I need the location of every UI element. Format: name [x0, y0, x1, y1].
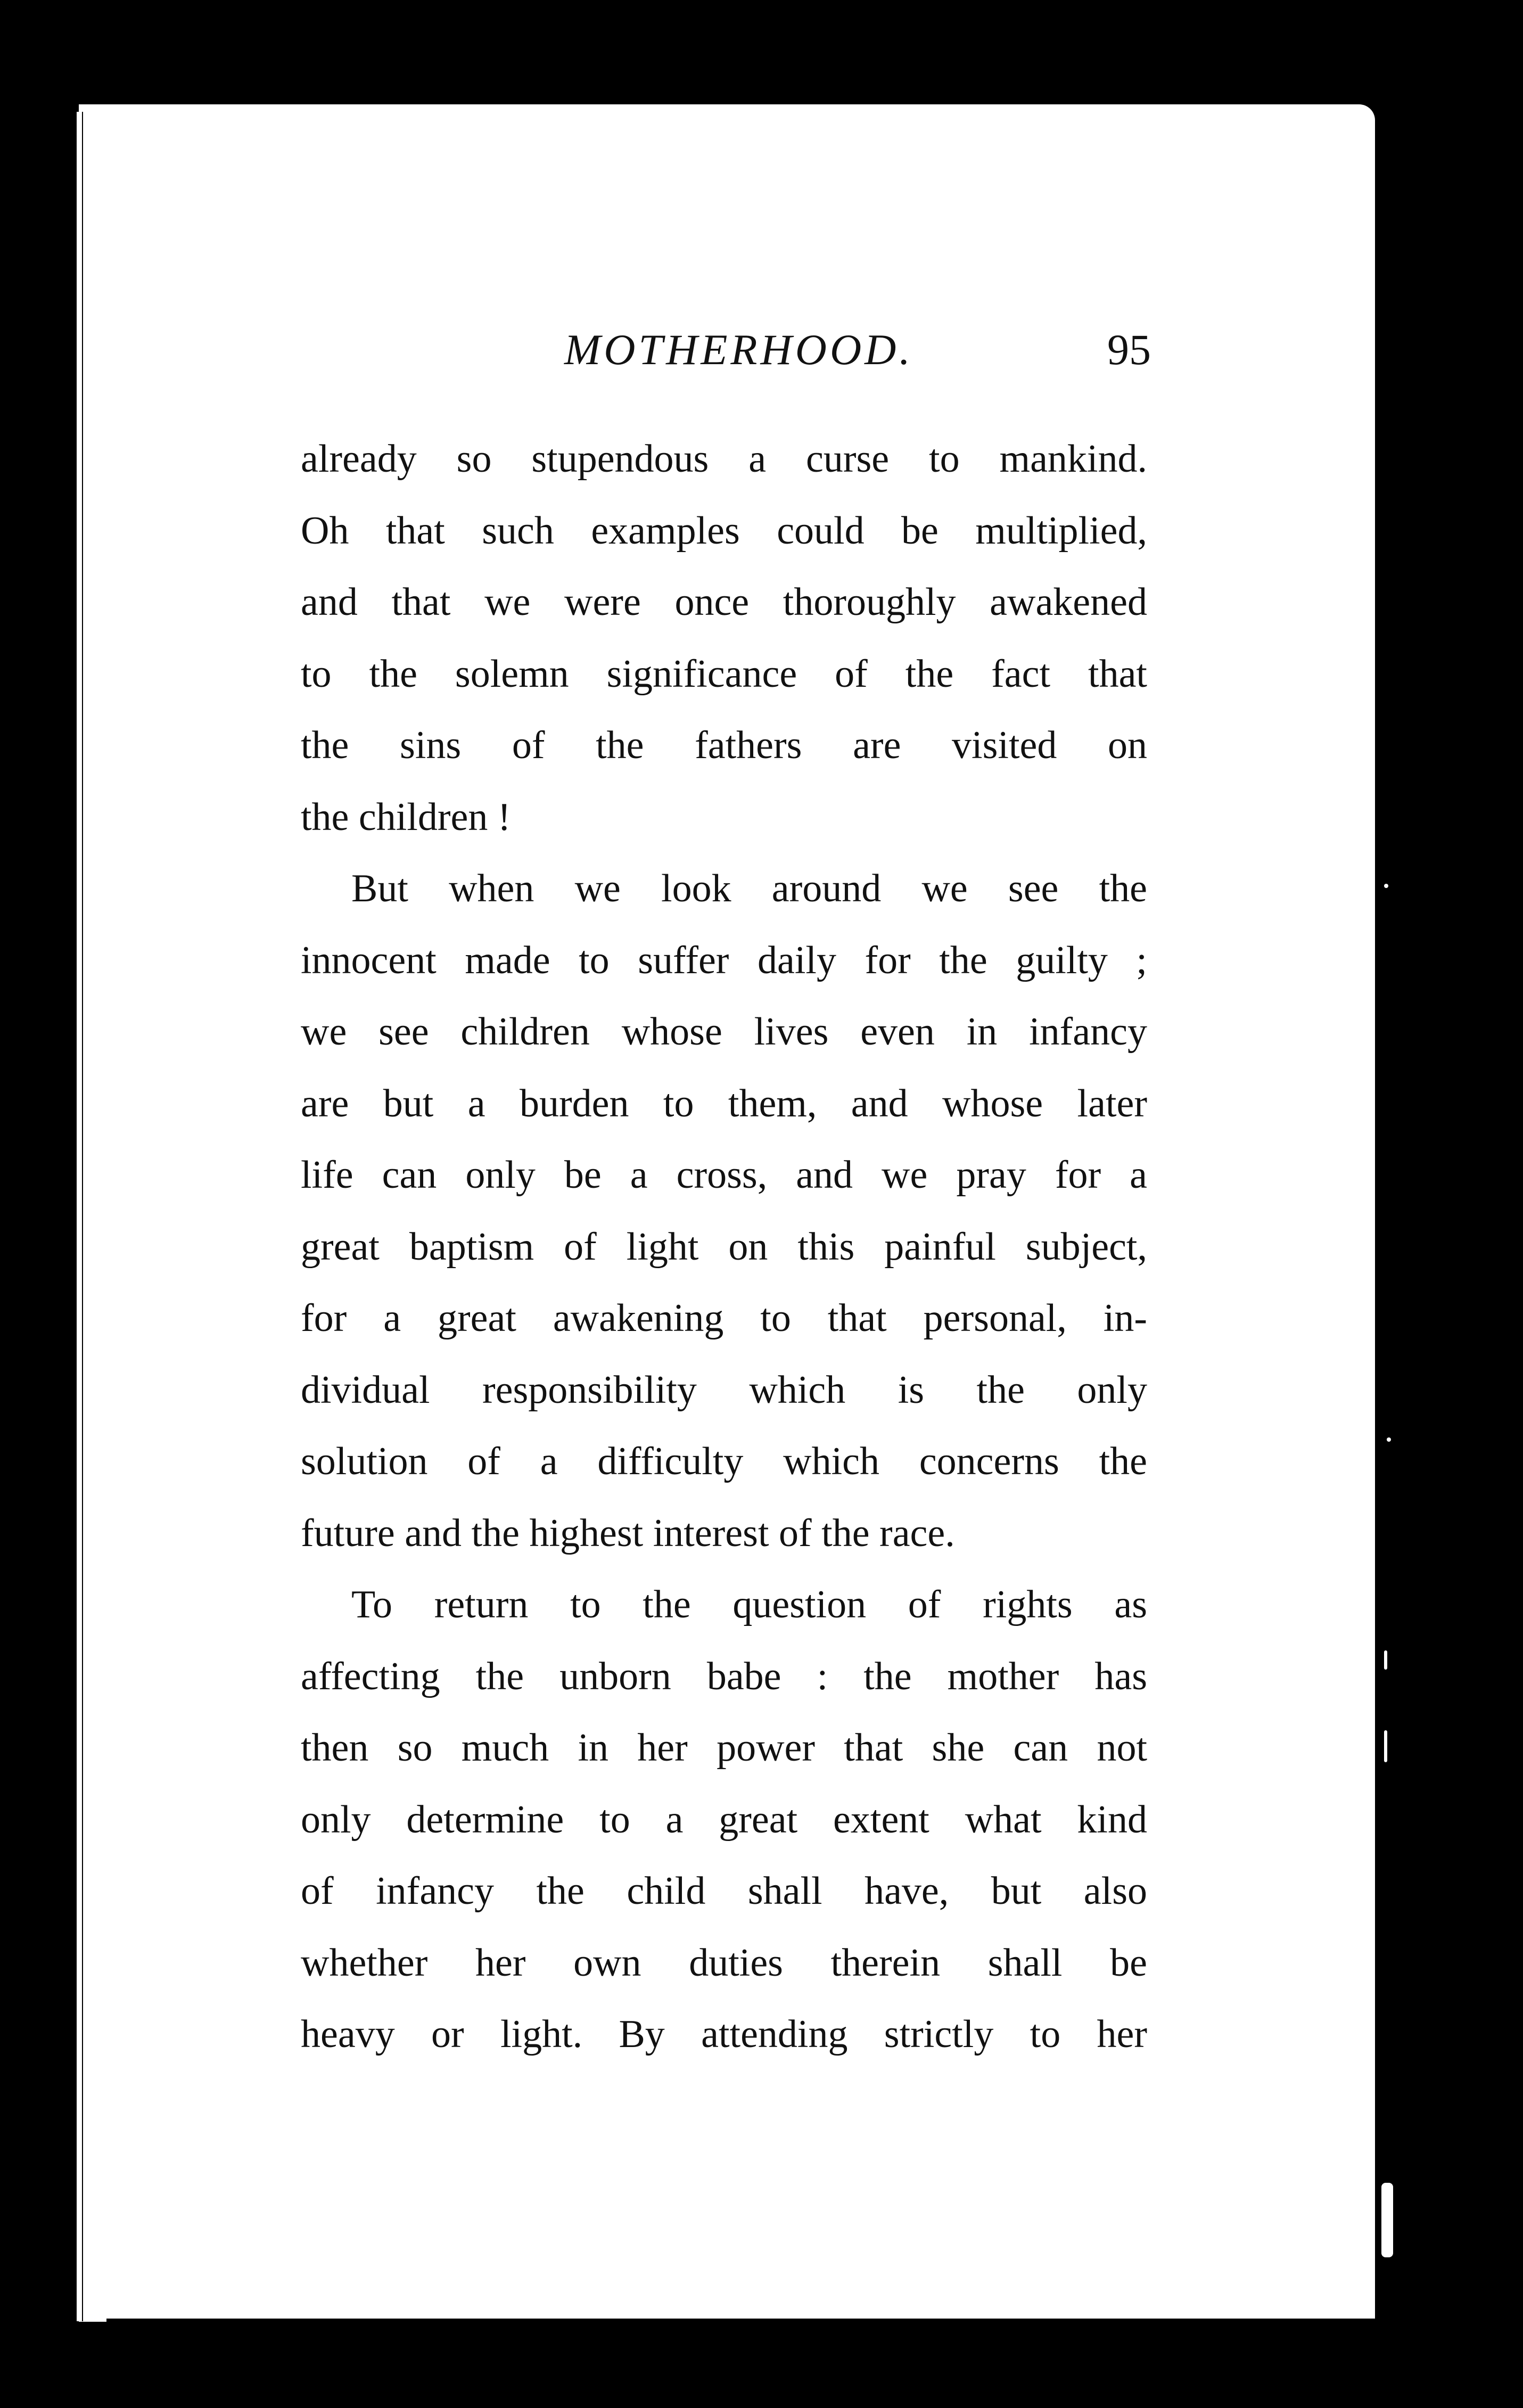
page-top-edge — [79, 99, 1367, 103]
text-line: dividual responsibility which is the only — [301, 1368, 1147, 1412]
scan-speck — [1230, 311, 1237, 319]
text-line: and that we were once thoroughly awakened — [301, 580, 1147, 624]
running-title: MOTHERHOOD. — [564, 325, 913, 374]
text-line: solution of a difficulty which concerns the — [301, 1440, 1147, 1483]
text-line: only determine to a great extent what kind — [301, 1797, 1147, 1842]
text-line: life can only be a cross, and we pray for a — [301, 1153, 1147, 1197]
text-line: for a great awakening to that personal, in- — [301, 1296, 1147, 1340]
text-line: great baptism of light on this painful subject, — [301, 1224, 1147, 1269]
page-number: 95 — [1107, 325, 1151, 374]
text-line: the children ! — [301, 795, 511, 839]
text-line: the sins of the fathers are visited on — [301, 724, 1147, 767]
text-line: of infancy the child shall have, but also — [301, 1869, 1147, 1913]
scan-speck — [1384, 1650, 1387, 1670]
scan-speck — [1384, 884, 1388, 888]
scan-speck — [1384, 1730, 1387, 1762]
text-line: innocent made to suffer daily for the guilty ; — [301, 938, 1147, 982]
text-line: Oh that such examples could be multiplied, — [301, 508, 1147, 553]
text-line: are but a burden to them, and whose later — [301, 1081, 1147, 1125]
paragraph-first-line: But when we look around we see the — [351, 867, 1147, 910]
scan-speck — [1381, 2183, 1393, 2257]
scan-speck — [1315, 330, 1319, 334]
text-line: future and the highest interest of the race. — [301, 1511, 955, 1555]
page-bottom-edge — [106, 2319, 1384, 2322]
text-line: whether her own duties therein shall be — [301, 1941, 1147, 1985]
text-line: we see children whose lives even in infancy — [301, 1010, 1147, 1054]
text-line: then so much in her power that she can not — [301, 1726, 1147, 1770]
text-line: heavy or light. By attending strictly to her — [301, 2012, 1147, 2056]
page-body-text — [301, 423, 1147, 2070]
text-line: to the solemn significance of the fact that — [301, 652, 1147, 696]
paragraph-first-line: To return to the question of rights as — [351, 1583, 1147, 1626]
scan-speck — [1387, 1437, 1391, 1442]
text-line: already so stupendous a curse to mankind. — [301, 437, 1147, 481]
text-line: affecting the unborn babe : the mother has — [301, 1654, 1147, 1698]
page-left-binding-edge — [69, 112, 90, 2321]
